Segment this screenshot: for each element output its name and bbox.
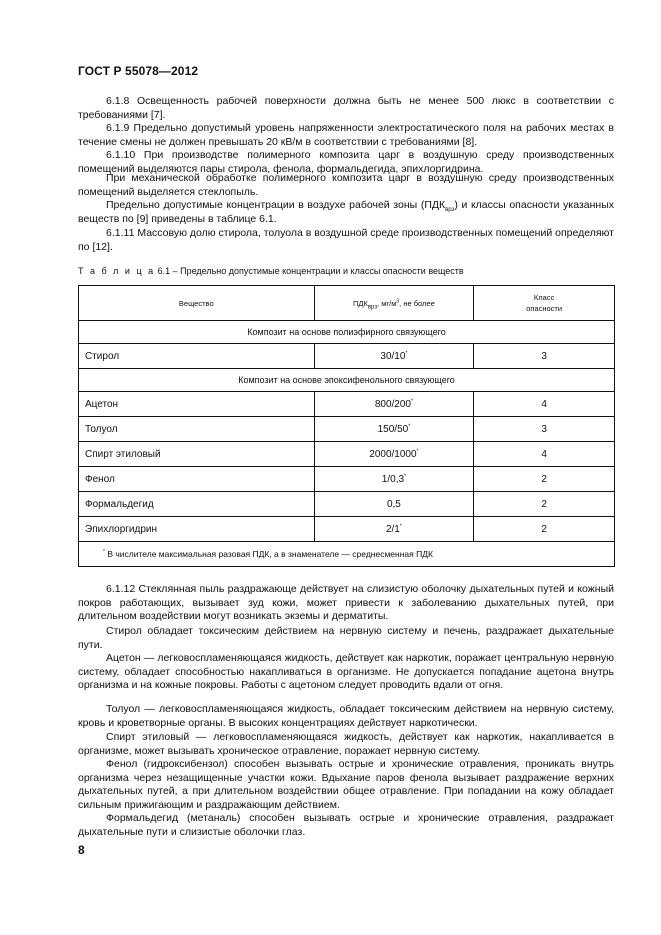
- paragraph-acetone: Ацетон — легковоспламеняющаяся жидкость, действует как наркотик, поражает центральную нервную систему, обладает способностью накапливаться в организме. Не допускается попадание ацетона внутрь организма и на кожные покровы. Работы с ацетоном следует проводить вдали от огня.: [78, 652, 614, 692]
- table-row: [79, 492, 615, 517]
- table-footnote: * В числителе максимальная разовая ПДК, а в знаменателе — среднесменная ПДК: [79, 542, 615, 567]
- cell-pdk: 0,5: [314, 492, 474, 517]
- cell-pdk: 800/200*: [314, 392, 474, 417]
- paragraph-6-1-10: 6.1.10 При производстве полимерного композита царг в воздушную среду производственных помещений выделяются пары стирола, фенола, формальдегида, эпихлоргидрина.: [78, 149, 614, 175]
- paragraph-6-1-8: 6.1.8 Освещенность рабочей поверхности должна быть не менее 500 люкс в соответствии с требованиями [7].: [78, 95, 614, 121]
- table-row: [79, 344, 615, 369]
- paragraph-formaldehyde: Формальдегид (метаналь) способен вызывать острые и хронические отравления, раздражает дыхательные пути и слизистые оболочки глаз.: [78, 812, 614, 838]
- cell-class: 2: [474, 492, 615, 517]
- cell-class: 4: [474, 442, 615, 467]
- paragraph-6-1-12: 6.1.12 Стеклянная пыль раздражающе действует на слизистую оболочку дыхательных путей и кожный покров работающих, вызывает зуд кожи, может привести к заболеванию дыхательных путей, при длительном воздействии могут возникать экземы и дерматиты.: [78, 583, 614, 623]
- cell-pdk: 1/0,3*: [314, 467, 474, 492]
- cell-substance: Эпихлоргидрин: [79, 517, 315, 542]
- table-row: [79, 417, 615, 442]
- paragraph-styrene: Стирол обладает токсическим действием на нервную систему и печень, раздражает дыхательные пути.: [78, 625, 614, 651]
- paragraph-phenol: Фенол (гидроксибензол) способен вызывать острые и хронические отравления, проникать внутрь организма через незащищенные участки кожи. Вдыхание паров фенола вызывает раздражение верхних дыхательных путей, а при длительном воздействии общее отравление. При попадании на кожу обладает сильным прижигающим и раздражающим действием.: [78, 758, 614, 811]
- paragraph-toluene: Толуол — легковоспламеняющаяся жидкость, обладает токсическим действием на нервную систему, кровь и кроветворные органы. В высоких концентрациях действует наркотически.: [78, 703, 614, 729]
- table-footnote-row: [79, 542, 615, 567]
- table-row: [79, 517, 615, 542]
- paragraph-glass-dust: При механической обработке полимерного композита царг в воздушную среду производственных помещений выделяется стеклопыль.: [78, 172, 614, 198]
- cell-substance: Толуол: [79, 417, 315, 442]
- cell-class: 4: [474, 392, 615, 417]
- group-row-epoxyphenol: [79, 369, 615, 392]
- paragraph-ethanol: Спирт этиловый — легковоспламеняющаяся жидкость, действует как наркотик, накапливается в организме, может вызывать хроническое отравление, поражает нервную систему.: [78, 731, 614, 757]
- pdk-text-after: ) и классы опасности указанных веществ по [9] приведены в таблице 6.1.: [78, 199, 614, 225]
- cell-pdk: 2000/1000*: [314, 442, 474, 467]
- cell-substance: Ацетон: [79, 392, 315, 417]
- paragraph-6-1-11: 6.1.11 Массовую долю стирола, толуола в воздушной среде производственных помещений определяют по [12].: [78, 227, 614, 253]
- cell-pdk: 2/1*: [314, 517, 474, 542]
- table-caption: [78, 266, 464, 276]
- paragraph-6-1-9: 6.1.9 Предельно допустимый уровень напряженности электростатического поля на рабочих местах в течение смены не должен превышать 20 кВ/м в соответствии с требованиями [8].: [78, 122, 614, 148]
- paragraph-pdk: [78, 199, 614, 226]
- cell-substance: Спирт этиловый: [79, 442, 315, 467]
- table-caption-prefix: Т а б л и ц а: [78, 266, 156, 276]
- cell-substance: Фенол: [79, 467, 315, 492]
- pdk-text-before: Предельно допустимые концентрации в воздухе рабочей зоны (ПДК: [106, 199, 446, 211]
- cell-substance: Формальдегид: [79, 492, 315, 517]
- table-header-row: [79, 286, 615, 321]
- group-row-polyester: [79, 321, 615, 344]
- header-pdk: $ПДК_{врз}$, $мг/м^3$, не более: [314, 286, 474, 321]
- group-epoxyphenol-label: Композит на основе эпоксифенольного связующего: [79, 369, 615, 392]
- header-class: Класс опасности: [474, 286, 615, 321]
- cell-pdk: 30/10*: [314, 344, 474, 369]
- cell-class: 3: [474, 417, 615, 442]
- cell-substance: Стирол: [79, 344, 315, 369]
- table-row: [79, 392, 615, 417]
- cell-class: 2: [474, 517, 615, 542]
- cell-class: 2: [474, 467, 615, 492]
- pdk-subscript: врз: [445, 207, 455, 214]
- group-polyester-label: Композит на основе полиэфирного связующего: [79, 321, 615, 344]
- table-row: [79, 442, 615, 467]
- cell-pdk: 150/50*: [314, 417, 474, 442]
- page-number: 8: [78, 843, 85, 857]
- header-substance: Вещество: [79, 286, 315, 321]
- table-caption-text: 6.1 – Предельно допустимые концентрации и классы опасности веществ: [155, 266, 464, 276]
- table-row: [79, 467, 615, 492]
- document-header: ГОСТ Р 55078—2012: [78, 64, 199, 78]
- pdk-table: [78, 285, 615, 567]
- cell-class: 3: [474, 344, 615, 369]
